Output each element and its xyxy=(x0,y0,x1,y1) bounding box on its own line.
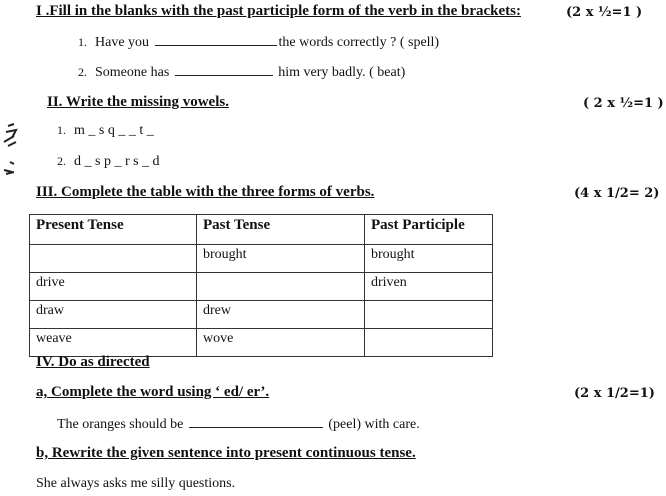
header-present-tense: Present Tense xyxy=(30,215,197,245)
section4b-sentence: She always asks me silly questions. xyxy=(36,476,236,491)
section4a-heading: a, Complete the word using ‘ ed/ er’. xyxy=(36,384,270,400)
scan-smudge-icon xyxy=(2,122,32,177)
table-row xyxy=(30,273,493,301)
answer-blank[interactable] xyxy=(175,63,273,76)
sentence-after: (peel) with care. xyxy=(328,417,420,432)
table-row xyxy=(30,301,493,329)
table-row xyxy=(30,329,493,357)
vowel-word: d _ s p _ r s _ d xyxy=(74,154,160,169)
table-cell: brought xyxy=(197,245,365,273)
fill-item-2 xyxy=(78,63,405,81)
table-cell: driven xyxy=(365,273,493,301)
table-cell[interactable] xyxy=(365,329,493,357)
table-cell: weave xyxy=(30,329,197,357)
table-cell: drive xyxy=(30,273,197,301)
section3-heading: III. Complete the table with the three forms of verbs. xyxy=(36,184,375,200)
table-cell[interactable] xyxy=(365,301,493,329)
section1-marks: (2 x ½=1 ) xyxy=(566,5,643,20)
item-number: 1. xyxy=(78,35,87,49)
vowel-item-2 xyxy=(57,154,160,170)
item-number: 2. xyxy=(78,65,87,79)
item-text-after: him very badly. ( beat) xyxy=(278,65,406,80)
header-past-tense: Past Tense xyxy=(197,215,365,245)
table-header-row xyxy=(30,215,493,245)
section2-marks: ( 2 x ½=1 ) xyxy=(583,96,664,111)
table-row xyxy=(30,245,493,273)
item-number: 1. xyxy=(57,123,66,137)
header-past-participle: Past Participle xyxy=(365,215,493,245)
sentence-before: The oranges should be xyxy=(57,417,184,432)
section4a-sentence xyxy=(57,415,420,433)
item-text-before: Someone has xyxy=(95,65,170,80)
vowel-word: m _ s q _ _ t _ xyxy=(74,123,154,138)
answer-blank[interactable] xyxy=(189,415,323,428)
section4b-heading: b, Rewrite the given sentence into present continuous tense. xyxy=(36,445,416,461)
table-cell: wove xyxy=(197,329,365,357)
section4a-marks: (2 x 1/2=1) xyxy=(574,386,655,401)
table-cell[interactable] xyxy=(30,245,197,273)
vowel-item-1 xyxy=(57,123,154,139)
table-cell: drew xyxy=(197,301,365,329)
section4-heading: IV. Do as directed xyxy=(36,354,150,370)
fill-item-1 xyxy=(78,33,439,51)
answer-blank[interactable] xyxy=(155,33,277,46)
item-text-before: Have you xyxy=(95,35,150,50)
section1-heading: I .Fill in the blanks with the past participle form of the verb in the brackets: xyxy=(36,3,521,19)
item-number: 2. xyxy=(57,154,66,168)
table-cell: brought xyxy=(365,245,493,273)
section3-marks: (4 x 1/2= 2) xyxy=(574,186,660,201)
table-cell[interactable] xyxy=(197,273,365,301)
item-text-after: the words correctly ? ( spell) xyxy=(278,35,440,50)
section2-heading: II. Write the missing vowels. xyxy=(47,94,229,110)
table-cell: draw xyxy=(30,301,197,329)
verb-forms-table xyxy=(29,214,493,357)
